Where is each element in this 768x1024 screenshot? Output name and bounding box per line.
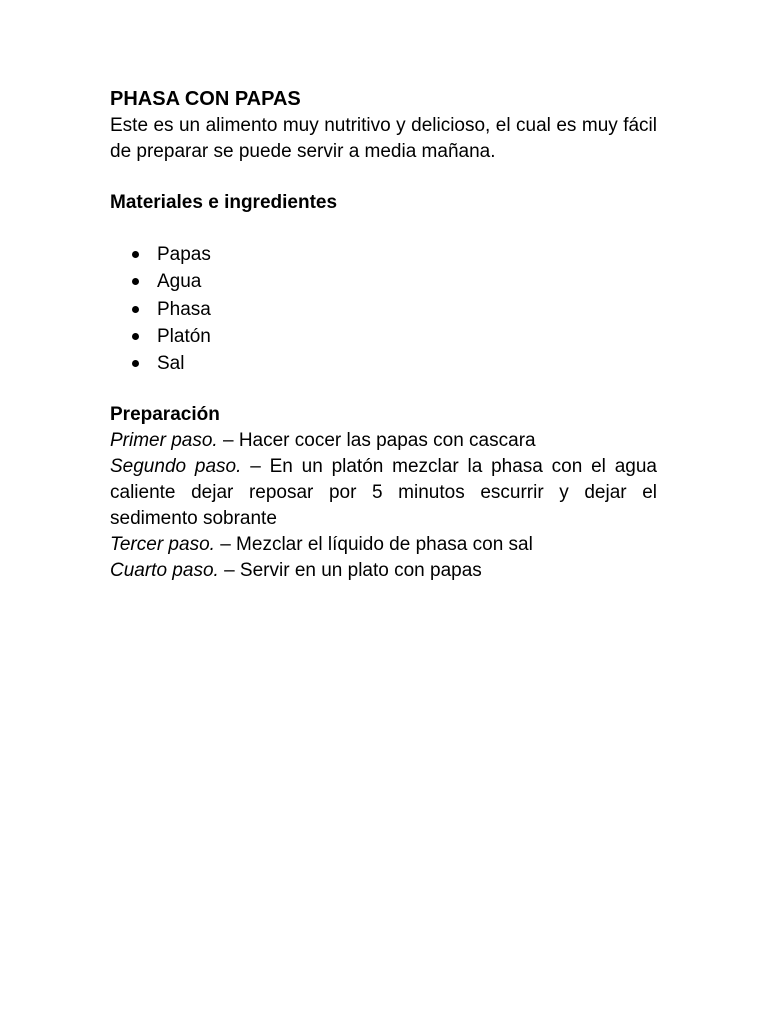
list-item — [132, 296, 657, 323]
step-label: Primer paso. — [110, 430, 218, 452]
bullet-icon — [132, 278, 139, 285]
list-item — [132, 323, 657, 350]
ingredient-label: Agua — [157, 271, 202, 293]
step-third — [110, 532, 657, 558]
bullet-icon — [132, 360, 139, 367]
bullet-icon — [132, 251, 139, 258]
ingredient-label: Platón — [157, 325, 211, 347]
recipe-document — [110, 85, 657, 584]
step-first — [110, 428, 657, 454]
recipe-intro: Este es un alimento muy nutritivo y delicioso, el cual es muy fácil de preparar se puede servir a media mañana. — [110, 115, 657, 162]
list-item — [132, 268, 657, 295]
ingredient-label: Sal — [157, 353, 185, 375]
bullet-icon — [132, 333, 139, 340]
step-text: – Mezclar el líquido de phasa con sal — [214, 534, 533, 556]
ingredient-label: Phasa — [157, 298, 211, 320]
ingredient-label: Papas — [157, 244, 211, 265]
step-label: Tercer paso. — [110, 534, 215, 556]
step-text: – Servir en un plato con papas — [218, 560, 482, 582]
recipe-title: PHASA CON PAPAS — [110, 88, 301, 110]
step-fourth — [110, 558, 657, 584]
preparation-heading: Preparación — [110, 404, 220, 426]
step-label: Segundo paso. — [110, 456, 242, 478]
ingredients-list — [110, 241, 657, 377]
materials-heading: Materiales e ingredientes — [110, 192, 338, 213]
bullet-icon — [132, 306, 139, 313]
list-item — [132, 241, 657, 268]
list-item — [132, 350, 657, 377]
step-text: – Hacer cocer las papas con cascara — [217, 430, 536, 452]
step-text: – En un platón mezclar la phasa con el agua caliente dejar reposar por 5 minutos escurrir y dejar el sedimento sobrante — [110, 456, 657, 530]
step-label: Cuarto paso. — [110, 560, 219, 582]
step-second — [110, 454, 657, 532]
